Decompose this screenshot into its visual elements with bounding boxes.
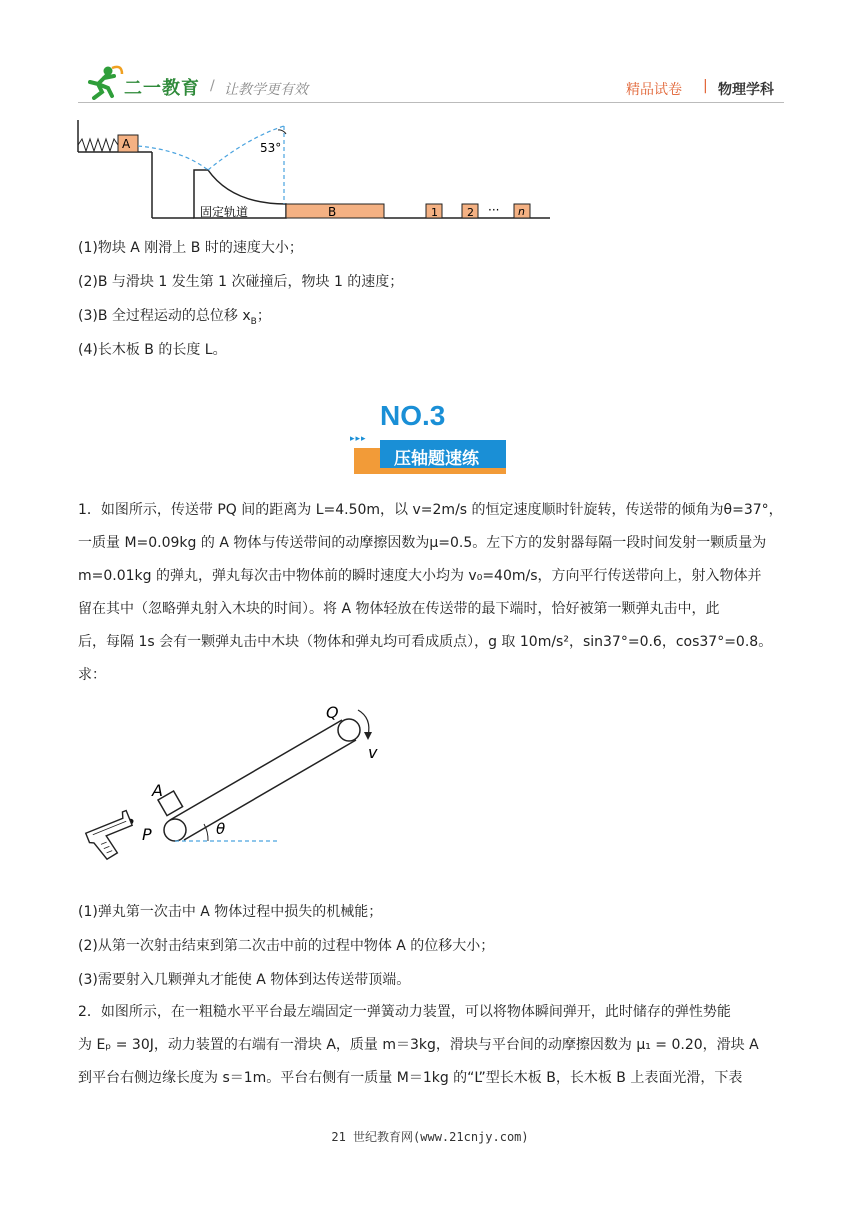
block-2-label: 2 — [467, 206, 474, 219]
problem-1-line-2: 一质量 M=0.09kg 的 A 物体与传送带间的动摩擦因数为μ=0.5。左下方的发射器每隔一段时间发射一颗质量为 — [78, 535, 767, 551]
problem-2-line-3: 到平台右侧边缘长度为 s＝1m。平台右侧有一质量 M＝1kg 的“L”型长木板 B，长木板 B 上表面光滑，下表 — [78, 1070, 743, 1086]
header-divider: | — [703, 78, 708, 94]
ellipsis-label: ··· — [488, 203, 500, 217]
page-footer: 21 世纪教育网(www.21cnjy.com) — [331, 1130, 529, 1144]
label-p: P — [142, 825, 152, 844]
label-q: Q — [326, 703, 339, 722]
figure-conveyor — [78, 696, 398, 886]
block-n-label: n — [518, 205, 525, 218]
label-v: v — [368, 743, 378, 762]
gun-icon — [83, 810, 140, 862]
problem-1-line-6: 求： — [78, 667, 106, 683]
section-number: NO.3 — [380, 400, 446, 431]
p1-question-2: (2)从第一次射击结束到第二次击中前的过程中物体 A 的位移大小； — [78, 938, 495, 954]
header-slash: / — [210, 78, 215, 94]
header-subject: 物理学科 — [718, 82, 774, 98]
angle-label: 53° — [260, 141, 282, 155]
figure-track-diagram — [72, 118, 562, 228]
problem-1-line-1: 1．如图所示，传送带 PQ 间的距离为 L=4.50m，以 v=2m/s 的恒定速度顺时针旋转，传送带的倾角为θ=37°， — [78, 502, 783, 518]
p1-question-3: (3)需要射入几颗弹丸才能使 A 物体到达传送带顶端。 — [78, 972, 411, 988]
problem-2-line-1: 2．如图所示，在一粗糙水平平台最左端固定一弹簧动力装置，可以将物体瞬间弹开，此时储存的弹性势能 — [78, 1004, 731, 1020]
fixed-track-label: 固定轨道 — [200, 205, 249, 219]
header-slogan: 让教学更有效 — [224, 82, 308, 98]
p1-question-1: (1)弹丸第一次击中 A 物体过程中损失的机械能； — [78, 904, 383, 920]
label-a: A — [152, 781, 163, 800]
problem-2-line-2: 为 Eₚ = 30J，动力装置的右端有一滑块 A，质量 m＝3kg，滑块与平台间的动摩擦因数为 μ₁ = 0.20，滑块 A — [78, 1037, 759, 1053]
prev-question-4: (4)长木板 B 的长度 L。 — [78, 342, 227, 358]
label-theta: θ — [216, 820, 226, 838]
header-exam-label: 精品试卷 — [626, 82, 682, 98]
prev-question-3-sub: B — [250, 316, 257, 327]
runner-logo-icon — [82, 64, 124, 100]
brand-name: 二一教育 — [124, 78, 200, 99]
problem-1-line-3: m=0.01kg 的弹丸，弹丸每次击中物体前的瞬时速度大小均为 v₀=40m/s，方向平行传送带向上，射入物体并 — [78, 568, 762, 584]
banner-arrows-icon: ▸▸▸ — [350, 434, 367, 444]
section-title: 压轴题速练 — [394, 449, 479, 469]
prev-question-1: (1)物块 A 刚滑上 B 时的速度大小； — [78, 240, 303, 256]
prev-question-2: (2)B 与滑块 1 发生第 1 次碰撞后，物块 1 的速度； — [78, 274, 404, 290]
block-a-label: A — [122, 137, 131, 151]
header-rule — [78, 102, 784, 103]
block-1-label: 1 — [431, 206, 438, 219]
page-header — [0, 0, 860, 110]
problem-1-line-4: 留在其中（忽略弹丸射入木块的时间）。将 A 物体轻放在传送带的最下端时，恰好被第一颗弹丸击中，此 — [78, 601, 720, 617]
prev-question-3-text: (3)B 全过程运动的总位移 x — [78, 308, 251, 324]
problem-1-line-5: 后，每隔 1s 会有一颗弹丸击中木块（物体和弹丸均可看成质点），g 取 10m/s²，sin37°=0.6，cos37°=0.8。 — [78, 634, 773, 650]
prev-question-3 — [78, 306, 271, 332]
problem-1-text — [78, 494, 784, 692]
section-banner — [350, 400, 520, 480]
plank-b-label: B — [328, 205, 337, 219]
problem-2-text — [78, 996, 784, 1095]
prev-question-3-end: ； — [256, 308, 271, 324]
